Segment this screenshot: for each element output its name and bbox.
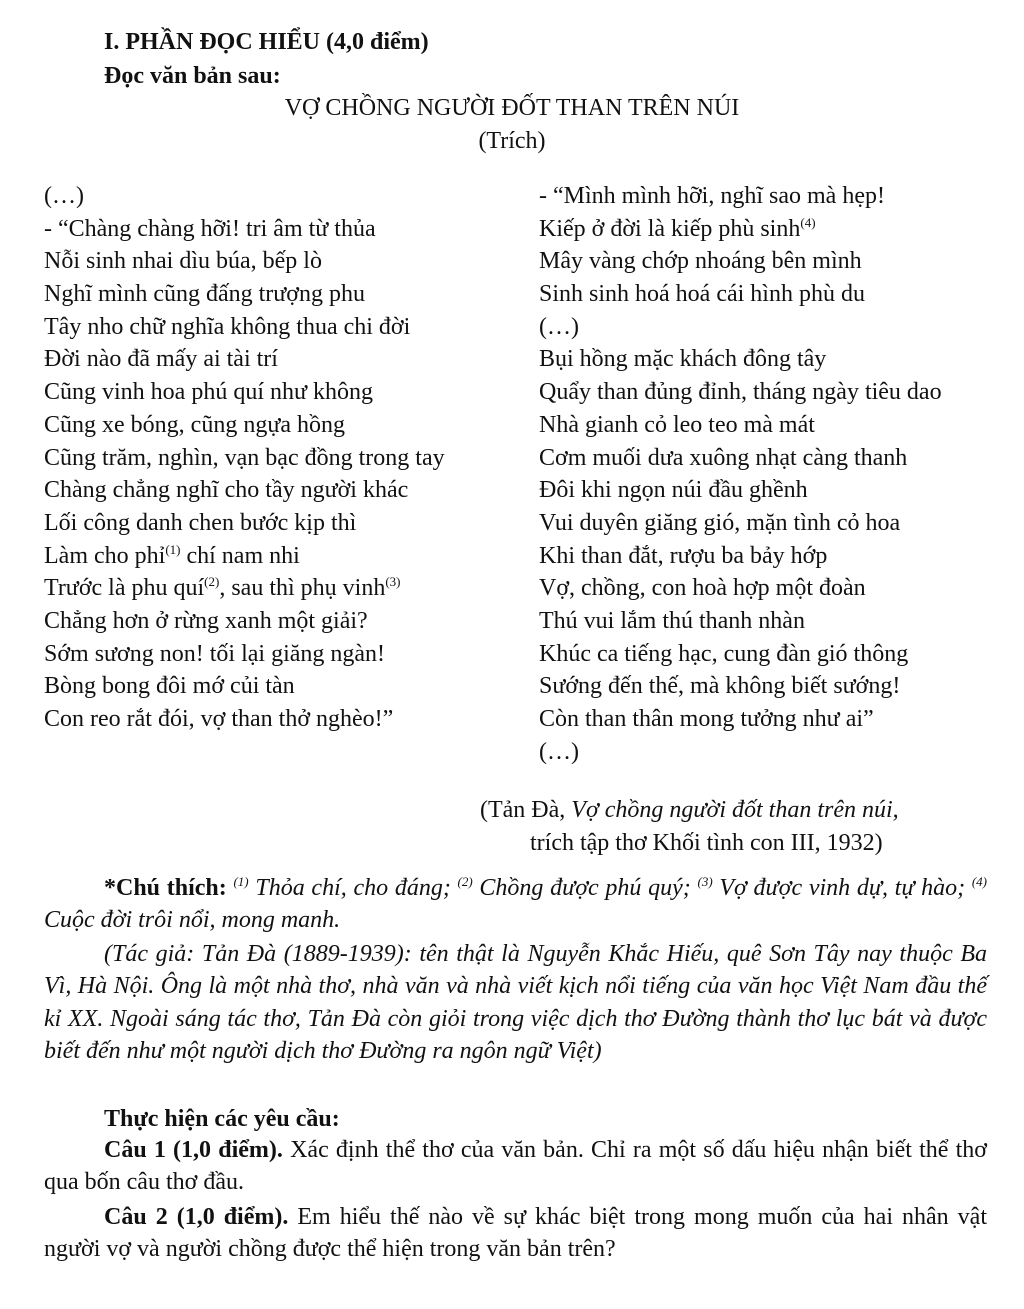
footnote-text-2: Chồng được phú quý; [472,875,698,901]
footnotes-label: *Chú thích: [104,875,234,901]
poem-right-line-text: (…) [539,738,579,765]
poem-right-line [539,540,1019,573]
poem-right-line [539,442,1019,475]
poem-left-line-text: Lối công danh chen bước kịp thì [44,509,357,536]
footnote-text-3: Vợ được vinh dự, tự hào; [712,875,972,901]
poem-left-line [44,507,539,540]
poem-right-line-text: Bụi hồng mặc khách đông tây [539,346,827,373]
poem-right-line-text: Khi than đắt, rượu ba bảy hớp [539,542,828,569]
poem-left-line [44,180,539,213]
footnote-marker-1: (1) [233,874,249,889]
poem-right-line [539,409,1019,442]
poem-left-line-text: Cũng vinh hoa phú quí như không [44,379,374,406]
question-2 [44,1201,987,1266]
poem-right-line-text: (…) [539,313,579,340]
author-note: (Tác giả: Tản Đà (1889-1939): tên thật là Nguyễn Khắc Hiếu, quê Sơn Tây nay thuộc Ba Vì, Hà Nội. Ông là một nhà thơ, nhà văn và nhà viết kịch nổi tiếng của văn học Việt Nam đầu thế kỉ XX. Ngoài sáng tác thơ, Tản Đà còn giỏi trong việc dịch thơ Đường thành thơ lục bát và được biết đến như một người dịch thơ Đường ra ngôn ngữ Việt) [44,941,987,1065]
source-work-title: Vợ chồng người đốt than trên núi, [571,797,899,823]
footnote-text-4: Cuộc đời trôi nổi, mong manh. [44,907,341,934]
poem-right-line [539,376,1019,409]
poem-right-line-text: Đôi khi ngọn núi đầu ghềnh [539,477,808,504]
footnote-marker: (4) [800,214,816,230]
question-1 [44,1134,987,1199]
poem-left-line-text: Tây nho chữ nghĩa không thua chi đời [44,313,411,340]
footnote-marker: (3) [385,574,401,590]
poem-left-line-text: Đời nào đã mấy ai tài trí [44,346,278,373]
poem-left-line-text: Sớm sương non! tối lại giăng ngàn! [44,640,386,667]
poem-right-line [539,343,1019,376]
poem-left-line [44,703,539,736]
poem-left-line [44,474,539,507]
poem-left-line [44,278,539,311]
footnote-marker-4: (4) [971,874,988,889]
poem-right-line [539,507,1019,540]
poem-left-line-text: Chẳng hơn ở rừng xanh một giải? [44,607,368,634]
question-2-label: Câu 2 (1,0 điểm). [104,1204,289,1230]
question-1-label: Câu 1 (1,0 điểm). [104,1137,283,1163]
poem-left-line-text: Trước là phu quí [44,575,205,602]
poem-left-line [44,638,539,671]
poem-right-line-text: Nhà gianh cỏ leo teo mà mát [539,411,815,438]
poem-right-line-text: Kiếp ở đời là kiếp phù sinh [539,215,801,242]
poem-right-line [539,245,1019,278]
source-line-2: trích tập thơ Khối tình con III, 1932) [530,830,883,856]
poem-left-line [44,670,539,703]
poem-left-line [44,442,539,475]
poem-subtitle: (Trích) [478,128,546,154]
footnote-text-1: Thỏa chí, cho đáng; [248,875,458,901]
poem-right-line [539,474,1019,507]
poem-left-line [44,540,539,573]
poem-right-column [539,180,1019,768]
poem-title: VỢ CHỒNG NGƯỜI ĐỐT THAN TRÊN NÚI [284,95,740,121]
poem-right-line-text: Mây vàng chớp nhoáng bên mình [539,248,862,275]
poem-right-line [539,736,1019,769]
poem-right-line [539,605,1019,638]
poem-right-line [539,311,1019,344]
poem-right-line-text: - “Mình mình hỡi, nghĩ sao mà hẹp! [539,183,885,209]
source-line-1 [480,794,899,826]
poem-right-line-text: Quẩy than đủng đỉnh, tháng ngày tiêu dao [539,379,942,406]
poem-left-line-text: Nỗi sinh nhai dìu búa, bếp lò [44,248,322,275]
poem-left-line-text: Nghĩ mình cũng đấng trượng phu [44,281,365,308]
question-1-text: Xác định thể thơ của văn bản. Chỉ ra một số dấu hiệu nhận biết thể thơ qua bốn câu thơ đầu. [44,1137,988,1196]
poem-left-line [44,605,539,638]
poem-right-line [539,670,1019,703]
footnote-marker-3: (3) [697,874,713,889]
poem-left-column [44,180,539,736]
poem-left-line [44,311,539,344]
footnote-marker: (2) [204,574,220,590]
poem-left-line-text: Con reo rắt đói, vợ than thở nghèo!” [44,706,394,732]
footnote-marker-2: (2) [457,874,473,889]
footnote-marker: (1) [165,541,181,557]
section-heading: I. PHẦN ĐỌC HIỂU (4,0 điểm) [104,29,429,55]
poem-left-line [44,409,539,442]
poem-right-line-text: Thú vui lắm thú thanh nhàn [539,607,805,634]
poem-left-line [44,245,539,278]
poem-left-line-text-continued: , sau thì phụ vinh [219,575,386,602]
poem-left-line-text: Bòng bong đôi mớ củi tàn [44,673,295,700]
poem-left-line-text: Làm cho phỉ [44,542,166,569]
poem-right-line-text: Cơm muối dưa xuông nhạt càng thanh [539,444,908,471]
poem-right-line-text: Vợ, chồng, con hoà hợp một đoàn [539,575,866,602]
poem-left-line-text: Cũng trăm, nghìn, vạn bạc đồng trong tay [44,444,445,471]
reading-instruction: Đọc văn bản sau: [104,63,281,89]
poem-left-line-text-continued: chí nam nhi [180,542,300,569]
question-2-text: Em hiểu thế nào về sự khác biệt trong mong muốn của hai nhân vật người vợ và người chồng được thể hiện trong văn bản trên? [44,1204,987,1263]
poem-right-line [539,638,1019,671]
poem-right-line [539,278,1019,311]
poem-right-line [539,213,1019,246]
poem-right-line-text: Vui duyên giăng gió, mặn tình cỏ hoa [539,509,901,536]
poem-left-line-text: (…) [44,183,84,209]
poem-right-line [539,572,1019,605]
poem-left-line-text: Chàng chẳng nghĩ cho tầy người khác [44,477,409,504]
poem-right-line [539,180,1019,213]
poem-right-line-text: Còn than thân mong tưởng như ai” [539,706,874,732]
poem-left-line [44,376,539,409]
poem-right-line-text: Sinh sinh hoá hoá cái hình phù du [539,281,865,308]
poem-left-line [44,213,539,246]
poem-right-line [539,703,1019,736]
tasks-heading: Thực hiện các yêu cầu: [104,1106,340,1132]
poem-left-line [44,343,539,376]
poem-left-line [44,572,539,605]
poem-left-line-text: - “Chàng chàng hỡi! tri âm từ thủa [44,215,376,242]
footnotes [44,872,987,937]
poem-right-line-text: Khúc ca tiếng hạc, cung đàn gió thông [539,640,909,667]
poem-left-line-text: Cũng xe bóng, cũng ngựa hồng [44,411,345,438]
poem-right-line-text: Sướng đến thế, mà không biết sướng! [539,673,901,700]
source-author: (Tản Đà, [480,797,572,823]
